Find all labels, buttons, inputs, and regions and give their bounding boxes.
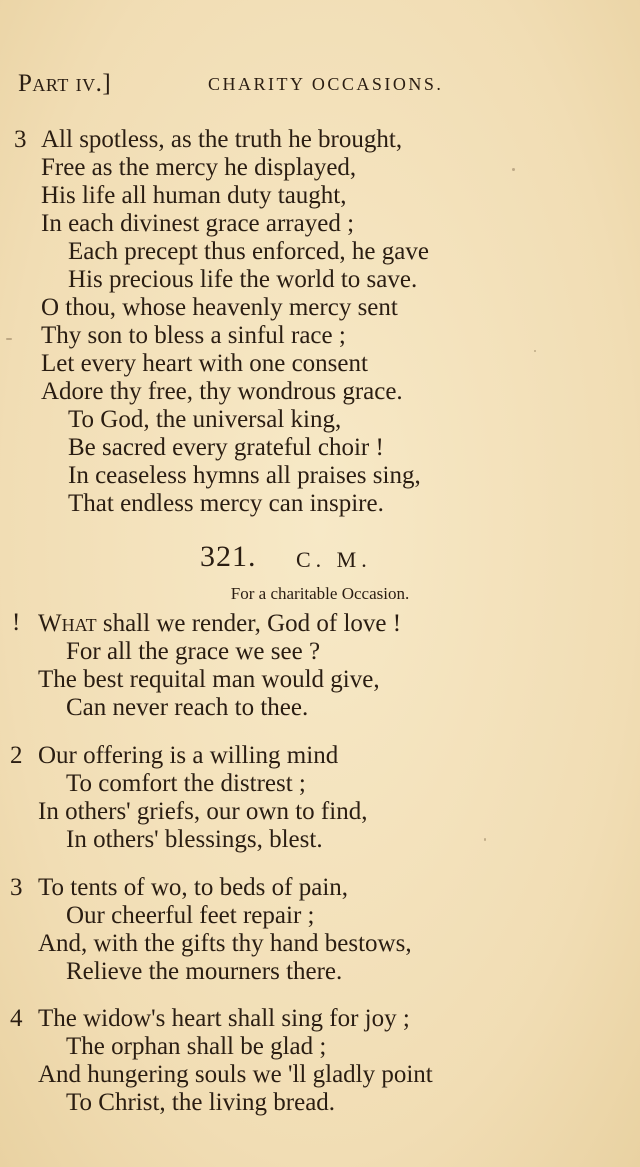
verse-line: To Christ, the living bread. xyxy=(66,1089,336,1116)
verse-line: In others' griefs, our own to find, xyxy=(38,798,368,825)
verse-line: And, with the gifts thy hand bestows, xyxy=(38,930,412,957)
verse-line: The best requital man would give, xyxy=(38,666,380,693)
verse-line: That endless mercy can inspire. xyxy=(68,490,384,517)
paper-speck xyxy=(6,338,12,340)
stanza-number: 3 xyxy=(14,126,27,153)
stanza-number: 4 xyxy=(10,1005,23,1032)
verse-line: To tents of wo, to beds of pain, xyxy=(38,874,349,901)
verse-line: For all the grace we see ? xyxy=(66,638,321,665)
verse-line: Our offering is a willing mind xyxy=(38,742,339,769)
stanza-number: ! xyxy=(12,609,21,636)
verse-line: In others' blessings, blest. xyxy=(66,826,323,853)
verse-line: His precious life the world to save. xyxy=(68,266,418,293)
verse-line: O thou, whose heavenly mercy sent xyxy=(41,294,398,321)
stanza-number: 2 xyxy=(10,742,23,769)
paper-speck xyxy=(484,838,486,841)
verse-line: In ceaseless hymns all praises sing, xyxy=(68,462,421,489)
part-label: Part iv.] xyxy=(18,70,112,97)
verse-line: Free as the mercy he displayed, xyxy=(41,154,357,181)
running-header xyxy=(18,70,620,100)
verse-line: Let every heart with one consent xyxy=(41,350,368,377)
verse-line: To comfort the distrest ; xyxy=(66,770,306,797)
verse-line: Thy son to bless a sinful race ; xyxy=(41,322,346,349)
verse-line: And hungering souls we 'll gladly point xyxy=(38,1061,433,1088)
first-word: What xyxy=(38,610,97,637)
paper-speck xyxy=(512,168,515,171)
verse-line: Be sacred every grateful choir ! xyxy=(68,434,384,461)
verse-line: Adore thy free, thy wondrous grace. xyxy=(41,378,403,405)
section-title: CHARITY OCCASIONS. xyxy=(208,74,444,94)
hymn-subtitle: For a charitable Occasion. xyxy=(230,584,410,603)
verse-line xyxy=(38,610,401,638)
verse-line: Our cheerful feet repair ; xyxy=(66,902,315,929)
verse-line: Can never reach to thee. xyxy=(66,694,309,721)
hymn-meter: C. M. xyxy=(296,547,372,572)
verse-line: The widow's heart shall sing for joy ; xyxy=(38,1005,410,1032)
verse-line: His life all human duty taught, xyxy=(41,182,347,209)
verse-line: Each precept thus enforced, he gave xyxy=(68,238,429,265)
verse-line: The orphan shall be glad ; xyxy=(66,1033,327,1060)
verse-line: All spotless, as the truth he brought, xyxy=(41,126,403,153)
hymn-number: 321. xyxy=(200,540,257,573)
verse-line: To God, the universal king, xyxy=(68,406,342,433)
verse-line: In each divinest grace arrayed ; xyxy=(41,210,355,237)
verse-line: Relieve the mourners there. xyxy=(66,958,343,985)
paper-speck xyxy=(534,350,536,352)
stanza-number: 3 xyxy=(10,874,23,901)
first-line-rest: shall we render, God of love ! xyxy=(96,610,402,637)
